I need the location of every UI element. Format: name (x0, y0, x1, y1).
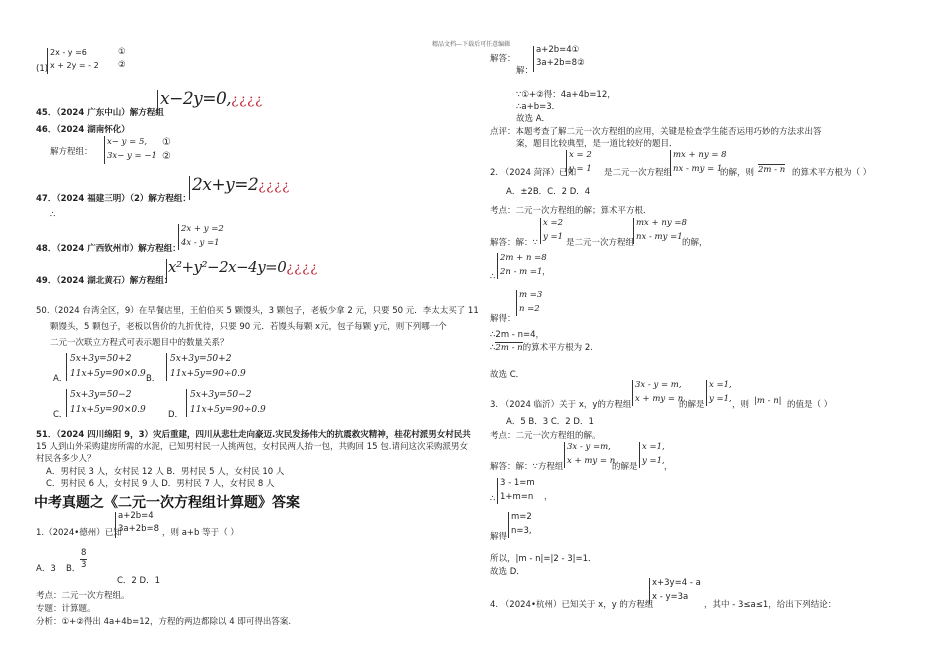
q4-text: 4. （2024•杭州）已知关于 x，y 的方程组 (490, 600, 654, 610)
q3-j-solution (642, 440, 665, 468)
q3-solution (709, 378, 732, 406)
q47-eq-text: 2x+y=2 (192, 175, 259, 195)
q2-text: 2. （2024 菏泽）已知 (490, 168, 577, 178)
q3-abs: |m - n| (754, 396, 782, 406)
q50-line2 (50, 320, 447, 332)
q45-label: 45．（2024 广东中山）解方程组 (36, 108, 164, 118)
q2-therefore: ∴ (490, 272, 496, 282)
q2-j1: x =2 (543, 218, 564, 228)
q46-eq2: 3x− y = −1 (107, 151, 157, 161)
r-system (536, 44, 585, 70)
q50-option-d-label: D． (168, 410, 184, 420)
a1-system (118, 510, 159, 536)
q3-s1: x =1, (709, 380, 732, 390)
q4-e2: x - y=3a (652, 592, 689, 602)
q51-options-2 (46, 477, 274, 489)
q3-line1: 所以，|m - n|=|2 - 3|=1． (490, 554, 597, 564)
q2-jtail: 的解， (682, 238, 708, 248)
q45-garbled: ¿¿¿¿ (231, 93, 264, 108)
q46-system (107, 135, 157, 163)
q3-js2: y =1, (642, 456, 665, 466)
q1-mark2: ② (118, 60, 126, 70)
q51-line3 (36, 452, 96, 464)
a1-option-b: B． (66, 564, 81, 574)
q2-r2: n =2 (519, 304, 540, 314)
q3-k-system (500, 476, 535, 504)
q46-mark1: ① (162, 137, 171, 148)
q3-k1: 3 - 1=m (500, 478, 535, 488)
q4-brace (649, 578, 650, 604)
q3-result (511, 510, 532, 538)
a1-zhuanti: 专题：计算题。 (36, 604, 96, 614)
q2-j2: y =1 (543, 232, 564, 242)
r-dianping-1: 点评：本题考查了解二元一次方程组的应用，关键是检查学生能否运用巧妙的方法求出答 (490, 127, 822, 137)
q51-options-1 (46, 465, 284, 477)
q4-tail: ，其中 - 3≤a≤1，给出下列结论： (704, 600, 837, 610)
r-jieda: 解答： (490, 54, 516, 64)
q50-d-eq1: 5x+3y=50−2 (190, 390, 252, 400)
r-brace (533, 46, 534, 72)
a1-tail: ，则 a+b 等于（ ） (162, 528, 239, 538)
q48-eq2: 4x - y =1 (181, 238, 220, 248)
q51-line2 (36, 440, 468, 452)
q3-therefore: ∴ (490, 494, 496, 504)
q1-mark1: ① (118, 47, 126, 57)
q46-brace (104, 136, 105, 164)
q2-e1: 2m + n =8 (500, 253, 547, 263)
q2-line2-expr: 2m - n (495, 343, 523, 353)
q2-expr: 2m - n (758, 165, 786, 175)
q3-brace-4 (639, 442, 640, 468)
q2-s1: x = 2 (569, 150, 592, 160)
q2-system (673, 148, 727, 176)
r-line1: ∵①+②得：4a+4b=12， (516, 90, 616, 100)
q46-text: 解方程组： (50, 147, 93, 157)
a1-frac-num: 8 (81, 548, 87, 558)
q51-text-5: C．男村民 6 人，女村民 9 人 D．男村民 7 人，女村民 8 人 (46, 479, 275, 489)
q3-tail: ，则 (732, 400, 750, 410)
q3-jieda: 解答：解：∵方程组 (490, 462, 564, 472)
q3-brace-3 (564, 442, 565, 468)
q4-system (652, 576, 701, 604)
q3-e2: x + my = n (635, 394, 684, 404)
q49-label: 49．（2024 湖北黄石）解方程组： (36, 276, 173, 286)
q3-s2: y =1, (709, 394, 732, 404)
q2-jieda: 解答：解：∵ (490, 238, 538, 248)
q2-brace-4 (633, 218, 634, 244)
r-dianping-2: 案，题目比较典型，是一道比较好的题目． (516, 139, 678, 149)
q3-mid: 的解是 (679, 400, 705, 410)
q50-option-a (70, 352, 146, 382)
q50-a-eq2: 11x+5y=90×0.9 (70, 369, 146, 379)
q2-brace-5 (497, 253, 498, 279)
q50-text-2: 颗馒头，5 颗包子，老板以售价的九折优待，只要 90 元．若馒头每颗 x元，包子每颗 y元，则下列哪一个 (50, 322, 447, 332)
a1-option-a: A．3 (36, 564, 56, 574)
q50-option-b (170, 352, 246, 382)
q2-brace-2 (670, 150, 671, 176)
q2-line1: ∴2m - n=4， (490, 330, 544, 340)
q2-solution (569, 148, 592, 176)
q1-eq2: x + 2y = - 2 (50, 61, 99, 70)
q51-text-3: 村民各多少人？ (36, 454, 96, 464)
q3-e1: 3x - y = m, (635, 380, 682, 390)
q2-line2 (490, 341, 593, 353)
q3-k2: 1+m=n (500, 492, 534, 502)
q50-option-b-brace (166, 353, 167, 381)
q3-j1: 3x - y =m, (567, 442, 611, 452)
a1-fenxi: 分析：①+②得出 4a+4b=12，方程的两边都除以 4 即可得出答案. (36, 617, 292, 627)
q3-solve-label: 解得 (490, 532, 508, 542)
q51-text-1: 51．（2024 四川绵阳 9，3）灾后重建，四川从悲壮走向豪迈.灾民发扬伟大的抗震救灾精神，桂花村派男女村民共 (36, 430, 471, 440)
q49-eq-text: x²+y²−2x−4y=0 (168, 258, 287, 276)
q2-s2: y = 1 (569, 164, 592, 174)
q51-text-4: A．男村民 3 人，女村民 12 人 B．男村民 5 人，女村民 10 人 (46, 467, 285, 477)
q3-j-system (567, 440, 615, 468)
q51-text-2: 15 人到山外采购建房所需的水泥，已知男村民一人挑两包，女村民两人抬一包，共购回 15 包.请问这次采购派男女 (36, 442, 468, 452)
q50-option-a-label: A． (53, 374, 68, 384)
q50-text-1: 50.（2024 台湾全区，9）在早餐店里，王伯伯买 5 颗馒头，3 颗包子，老板少拿 2 元，只要 50 元．李太太买了 11 (36, 306, 479, 316)
a1-brace (115, 512, 116, 538)
q3-brace-6 (508, 512, 509, 538)
q2-m1: mx + ny = 8 (673, 150, 727, 160)
q45-eq (160, 89, 263, 109)
q1-brace (47, 48, 48, 74)
q49-garbled: ¿¿¿¿ (286, 261, 319, 276)
q48-eq1: 2x + y =2 (181, 224, 224, 234)
q3-tail2: 的值是（ ） (787, 400, 833, 410)
q3-r1: m=2 (511, 512, 532, 522)
a1-option-cd: C．2 D．1 (117, 576, 160, 586)
q45-eq-text: x−2y=0, (160, 89, 232, 109)
q50-option-c (70, 388, 146, 418)
q3-brace-2 (706, 380, 707, 406)
q3-js1: x =1, (642, 442, 665, 452)
q2-brace-1 (566, 150, 567, 176)
q2-mid: 是二元一次方程组 (604, 168, 673, 178)
q47-label: 47．（2024 福建三明）（2）解方程组： (36, 194, 191, 204)
q2-r1: m =3 (519, 290, 543, 300)
q4-e1: x+3y=4 - a (652, 578, 701, 588)
q2-eqs (500, 251, 547, 279)
r-line2: ∴a+b=3． (516, 102, 561, 112)
q2-m2: nx - my = 1 (673, 164, 723, 174)
q1-label: (1) (36, 64, 49, 74)
q50-option-c-brace (66, 389, 67, 417)
section-title: 中考真题之《二元一次方程组计算题》答案 (34, 494, 300, 510)
q50-b-eq1: 5x+3y=50+2 (170, 354, 232, 364)
r-eq2: 3a+2b=8② (536, 58, 585, 68)
q50-line1 (36, 304, 479, 316)
a1-text: 1.（2024•德州）已知 (36, 528, 122, 538)
q2-tail: 的解，则 (720, 168, 755, 178)
q50-option-a-brace (66, 353, 67, 381)
q2-options: A．±2B．C．2 D．4 (506, 187, 591, 197)
q2-jm2: nx - my =1 (636, 232, 683, 242)
q3-k-comma: ， (544, 492, 553, 502)
q2-result (519, 288, 542, 316)
q50-c-eq2: 11x+5y=90×0.9 (70, 405, 146, 415)
q47-brace (189, 176, 190, 200)
q2-kaodian: 考点：二元一次方程组的解；算术平方根． (490, 206, 652, 216)
q3-system (635, 378, 683, 406)
q2-brace-3 (540, 218, 541, 244)
q2-e2: 2n - m =1 (500, 267, 543, 277)
q45-brace (157, 90, 158, 114)
a1-kaodian: 考点：二元一次方程组。 (36, 591, 130, 601)
q50-option-b-label: B． (146, 374, 161, 384)
q2-j-solution (543, 216, 563, 244)
q48-system (181, 222, 224, 250)
q2-line3: 故选 C． (490, 370, 525, 380)
q2-brace-6 (516, 290, 517, 316)
q49-eq (168, 258, 318, 276)
q3-kaodian: 考点：二元一次方程组的解。 (490, 431, 601, 441)
r-eq1: a+2b=4① (536, 45, 580, 55)
q2-eqs-comma: ， (542, 267, 551, 277)
q1-eq1: 2x - y =6 (50, 48, 87, 57)
q50-option-c-label: C． (53, 410, 68, 420)
q50-option-d (190, 388, 266, 418)
q48-brace (178, 224, 179, 250)
q2-j-system (636, 216, 687, 244)
q50-text-3: 二元一次联立方程式可表示题目中的数量关系？ (50, 338, 229, 348)
q3-jcomma: ， (664, 462, 673, 472)
q50-c-eq1: 5x+3y=50−2 (70, 390, 132, 400)
q47-eq (192, 175, 290, 195)
q47-garbled: ¿¿¿¿ (258, 179, 291, 194)
q50-line3 (50, 336, 229, 348)
q48-label: 48．（2024 广西钦州市）解方程组： (36, 244, 181, 254)
q1-system (50, 46, 99, 72)
q50-b-eq2: 11x+5y=90÷0.9 (170, 369, 246, 379)
q3-j2: x + my = n (567, 456, 616, 466)
q47-therefore: ∴ (50, 210, 56, 220)
q2-line2-text: 的算术平方根为 2. (522, 343, 593, 353)
q2-tail2: 的算术平方根为（ ） (792, 168, 872, 178)
a1-fraction (80, 548, 87, 571)
q46-label: 46．（2024 湖南怀化） (36, 125, 130, 135)
a1-frac-den: 3 (81, 560, 87, 570)
q2-jm1: mx + ny =8 (636, 218, 687, 228)
r-line3: 故选 A． (516, 114, 551, 124)
q3-brace-5 (497, 478, 498, 504)
q3-r2: n=3, (511, 526, 532, 536)
q50-option-d-brace (186, 389, 187, 417)
q46-mark2: ② (162, 151, 171, 162)
q51-line1 (36, 428, 471, 440)
q3-brace-1 (632, 380, 633, 406)
q3-options: A．5 B．3 C．2 D．1 (506, 417, 594, 427)
q2-jmid: 是二元一次方程组 (566, 238, 635, 248)
page-header: 精品文档---下载后可任意编辑 (432, 41, 511, 48)
q50-d-eq2: 11x+5y=90÷0.9 (190, 405, 266, 415)
q2-line2-pre: ∴ (490, 343, 496, 353)
a1-eq1: a+2b=4 (118, 511, 154, 521)
q50-a-eq1: 5x+3y=50+2 (70, 354, 132, 364)
r-jie: 解： (516, 66, 534, 76)
q49-brace (166, 259, 167, 283)
q3-text: 3. （2024 临沂）关于 x，y的方程组 (490, 400, 632, 410)
q2-solve-label: 解得： (490, 314, 516, 324)
q3-jmid: 的解是 (612, 462, 638, 472)
q3-line2: 故选 D． (490, 567, 525, 577)
a1-eq2: 3a+2b=8 (118, 524, 160, 534)
q46-eq1: x− y = 5, (107, 137, 148, 147)
